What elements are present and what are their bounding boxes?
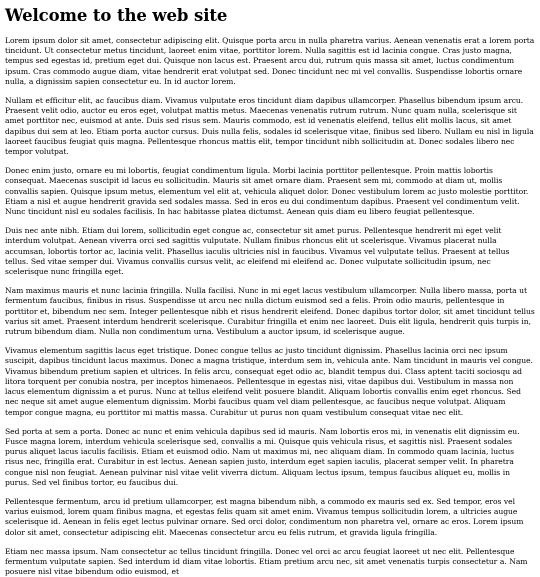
- page-title: Welcome to the web site: [5, 6, 228, 25]
- paragraph-3: Donec enim justo, ornare eu mi lobortis, feugiat condimentum ligula. Morbi lacinia porttitor pellentesque. Proin mattis lobortis consequat. Maecenas suscipit id lacus eu sollicitudin. Mauris sit amet ornare diam. Praesent sem mi, commodo at diam ut, mollis convallis sapien. Quisque ipsum metus, elementum vel elit at, vehicula aliquet dolor. Donec vestibulum lorem ac justo molestie porttitor. Etiam a nisl et augue hendrerit gravida sed sodales massa. Sed in eros eu dui condimentum dapibus. Praesent vel condimentum velit. Nunc tincidunt nisl eu sodales facilisis. In hac habitasse platea dictumst. Aenean quis diam eu libero feugiat pellentesque.: [5, 166, 529, 217]
- paragraph-5: Nam maximus mauris et nunc lacinia fringilla. Nulla facilisi. Nunc in mi eget lacus vestibulum ullamcorper. Nulla libero massa, porta ut fermentum faucibus, finibus in risus. Suspendisse ut arcu nec nulla dictum euismod sed a felis. Proin odio mauris, pellentesque in porttitor et, bibendum nec sem. Integer pellentesque nibh et risus hendrerit eleifend. Donec dapibus tortor dolor, sit amet tincidunt tellus varius sit amet. Praesent interdum hendrerit scelerisque. Curabitur fringilla et enim nec laoreet. Duis elit ligula, hendrerit quis turpis in, rutrum bibendum diam. Nulla non condimentum urna. Vestibulum a auctor ipsum, id scelerisque augue.: [5, 286, 535, 337]
- paragraph-8: Pellentesque fermentum, arcu id pretium ullamcorper, est magna bibendum nibh, a commodo ex mauris sed ex. Sed tempor, eros vel varius euismod, lorem quam finibus magna, et egestas felis quam sit amet enim. Vivamus tempus sollicitudin lorem, a ultricies augue scelerisque id. Aenean in felis eget lectus pulvinar ornare. Sed orci dolor, condimentum non pharetra vel, ornare ac eros. Lorem ipsum dolor sit amet, consectetur adipiscing elit. Maecenas consectetur arcu eu felis rutrum, et gravida ligula fringilla.: [5, 496, 524, 537]
- paragraph-9: Etiam nec massa ipsum. Nam consectetur ac tellus tincidunt fringilla. Donec vel orci ac arcu feugiat laoreet ut nec elit. Pellentesque fermentum vulputate sapien. Sed interdum id diam vitae lobortis. Etiam pretium arcu nec, sit amet venenatis turpis consectetur a. Nam posuere nisl vitae bibendum odio euismod, et: [5, 546, 528, 577]
- paragraph-2: Nullam et efficitur elit, ac faucibus diam. Vivamus vulputate eros tincidunt diam dapibus ullamcorper. Phasellus bibendum ipsum arcu. Praesent velit odio, auctor eu eros eget, volutpat mattis metus. Maecenas venenatis rutrum rutrum. Nunc quam nulla, scelerisque sit amet porttitor nec, euismod at ante. Duis sed risus sem. Mauris commodo, est id venenatis eleifend, tellus elit mollis lacus, sit amet dapibus dui sem at leo. Etiam porta auctor cursus. Duis nulla felis, sodales id scelerisque vitae, finibus sed libero. Nullam eu nisl in ligula laoreet faucibus feugiat quis magna. Pellentesque rhoncus mattis elit, tempor tincidunt nibh sollicitudin at. Donec sodales libero nec tempor volutpat.: [5, 96, 534, 157]
- paragraph-7: Sed porta at sem a porta. Donec ac nunc et enim vehicula dapibus sed id mauris. Nam lobortis eros mi, in venenatis elit dignissim eu. Fusce magna lorem, interdum vehicula scelerisque sed, convallis a mi. Quisque quis vehicula risus, et sagittis nisl. Praesent sodales purus aliquet lacus iaculis facilisis. Etiam et euismod odio. Nam ut maximus mi, nec aliquam diam. In commodo quam lacinia, luctus risus nec, fringilla erat. Curabitur in est lectus. Aenean sapien justo, interdum eget sapien iaculis, placerat semper velit. In pharetra congue nisl non feugiat. Aenean pulvinar nisl vitae velit viverra dictum. Aliquam lectus ipsum, tempus faucibus aliquet eu, mollis in purus. Sed vel finibus tortor, eu faucibus dui.: [5, 426, 520, 487]
- paragraph-1: Lorem ipsum dolor sit amet, consectetur adipiscing elit. Quisque porta arcu in nulla pharetra varius. Aenean venenatis erat a lorem porta tincidunt. Ut consectetur metus tincidunt, laoreet enim vitae, porttitor lorem. Nulla sagittis est id lacinia congue. Cras justo magna, tempus sed egestas id, pretium eget dui. Quisque non lacus est. Praesent arcu dui, rutrum quis massa sit amet, luctus condimentum ipsum. Cras commodo augue diam, vitae hendrerit erat volutpat sed. Donec tincidunt nec mi vel convallis. Suspendisse lobortis ornare nulla, a dignissim sapien consectetur eu. In id auctor lorem.: [5, 36, 535, 86]
- paragraph-4: Duis nec ante nibh. Etiam dui lorem, sollicitudin eget congue ac, consectetur sit amet purus. Pellentesque hendrerit mi eget velit interdum volutpat. Aenean viverra orci sed sagittis vulputate. Nullam finibus rhoncus elit ut scelerisque. Vivamus placerat nulla accumsan, lobortis tortor ac, lacinia velit. Phasellus iaculis ultricies nisl in faucibus. Vivamus vel vulputate tellus. Praesent at tellus tellus. Sed vitae semper dui. Vivamus convallis cursus velit, ac eleifend mi eleifend ac. Donec vulputate sollicitudin ipsum, nec scelerisque nunc fringilla eget.: [5, 226, 510, 277]
- paragraph-6: Vivamus elementum sagittis lacus eget tristique. Donec congue tellus ac justo tincidunt dignissim. Phasellus lacinia orci nec ipsum suscipit, dapibus tincidunt lacus maximus. Donec a magna tristique, interdum sem in, vehicula ante. Nam tincidunt in mauris vel congue. Vivamus bibendum pretium sapien et ultrices. In felis arcu, consequat eget odio ac, blandit tempus dui. Class aptent taciti sociosqu ad litora torquent per conubia nostra, per inceptos himenaeos. Pellentesque in egestas nisi, vitae dapibus dui. Vestibulum in massa non lacus elementum dignissim a et purus. Nunc at tellus eleifend velit posuere blandit. Aliquam lobortis convallis enim eget rhoncus. Sed nec neque sit amet augue elementum dignissim. Morbi faucibus quam vel diam pellentesque, ac faucibus neque volutpat. Aliquam tempor congue magna, eu porttitor mi mattis massa. Curabitur ut purus non quam vestibulum consequat vitae nec elit.: [5, 346, 533, 417]
